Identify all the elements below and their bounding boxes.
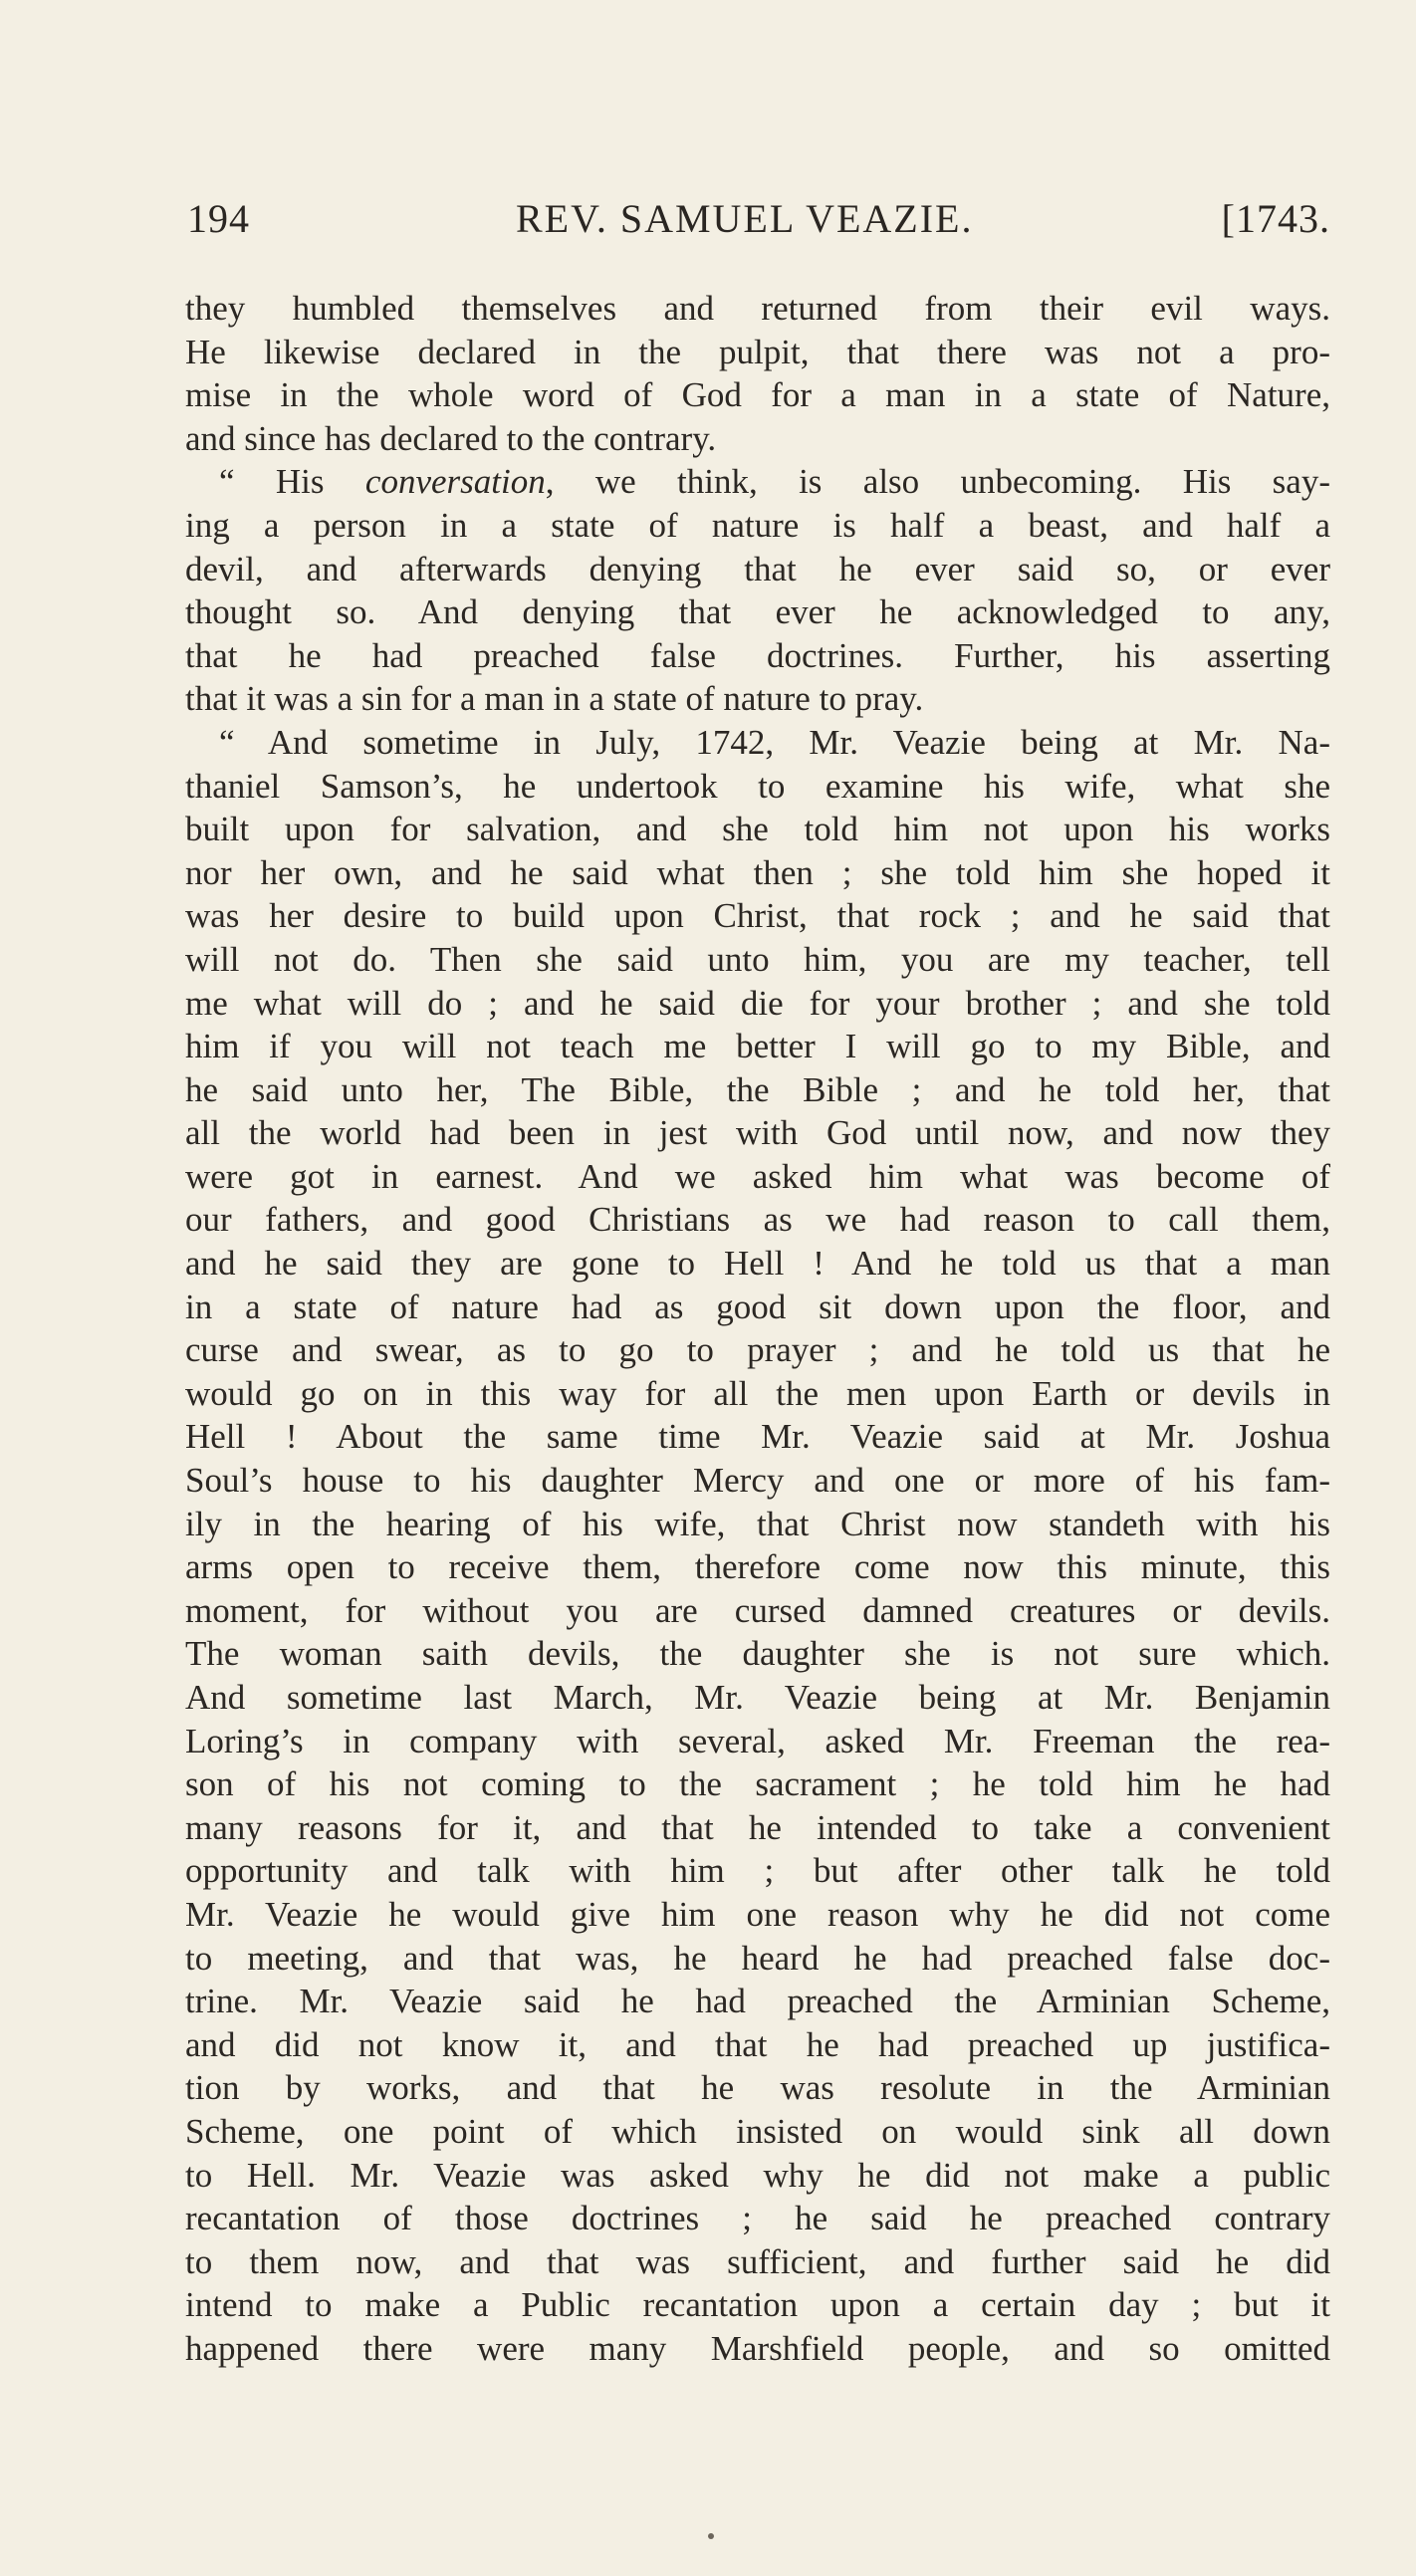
text-line: and he said they are gone to Hell ! And he told us that a man [185, 1244, 1330, 1284]
text-line: to Hell. Mr. Veazie was asked why he did not make a public [185, 2155, 1330, 2195]
text-line: were got in earnest. And we asked him what was become of [185, 1156, 1330, 1196]
text-line: Scheme, one point of which insisted on would sink all down [185, 2111, 1330, 2151]
body-text [185, 287, 1330, 2371]
text-line: would go on in this way for all the men upon Earth or devils in [185, 1373, 1330, 1413]
running-header [187, 195, 1330, 251]
running-title: REV. SAMUEL VEAZIE. [516, 196, 974, 241]
text-line: nor her own, and he said what then ; she told him she hoped it [185, 852, 1330, 892]
text-line: opportunity and talk with him ; but after other talk he told [185, 1851, 1330, 1891]
text-line: to them now, and that was sufficient, and further said he did [185, 2241, 1330, 2281]
text-line: Loring’s in company with several, asked Mr. Freeman the rea- [185, 1721, 1330, 1760]
text-line: all the world had been in jest with God until now, and now they [185, 1113, 1330, 1153]
text-line: “ His conversation, we think, is also unbecoming. His say- [219, 462, 1330, 502]
text-line: thought so. And denying that ever he acknowledged to any, [185, 592, 1330, 632]
text-line: they humbled themselves and returned from their evil ways. [185, 289, 1330, 328]
ink-speck [708, 2533, 714, 2539]
text-line: He likewise declared in the pulpit, that there was not a pro- [185, 332, 1330, 371]
text-line: many reasons for it, and that he intended to take a convenient [185, 1807, 1330, 1847]
text-line: Mr. Veazie he would give him one reason why he did not come [185, 1894, 1330, 1934]
text-line: recantation of those doctrines ; he said he preached contrary [185, 2199, 1330, 2238]
text-line: curse and swear, as to go to prayer ; and he told us that he [185, 1330, 1330, 1370]
text-line: happened there were many Marshfield people, and so omitted [185, 2328, 1330, 2368]
text-line: The woman saith devils, the daughter she is not sure which. [185, 1634, 1330, 1674]
text-line: devil, and afterwards denying that he ever said so, or ever [185, 549, 1330, 588]
text-line: was her desire to build upon Christ, that rock ; and he said that [185, 896, 1330, 936]
text-line: he said unto her, The Bible, the Bible ; and he told her, that [185, 1069, 1330, 1109]
header-year: [1743. [1221, 196, 1330, 241]
text-line: him if you will not teach me better I will go to my Bible, and [185, 1027, 1330, 1066]
text-line: and since has declared to the contrary. [185, 418, 717, 458]
text-line: will not do. Then she said unto him, you are my teacher, tell [185, 939, 1330, 979]
text-line: son of his not coming to the sacrament ; he told him he had [185, 1764, 1330, 1804]
text-line: ing a person in a state of nature is half a beast, and half a [185, 505, 1330, 545]
text-line: ily in the hearing of his wife, that Christ now standeth with his [185, 1504, 1330, 1543]
text-line: tion by works, and that he was resolute in the Arminian [185, 2068, 1330, 2108]
text-line: Hell ! About the same time Mr. Veazie said at Mr. Joshua [185, 1417, 1330, 1457]
text-line: “ And sometime in July, 1742, Mr. Veazie being at Mr. Na- [219, 722, 1330, 762]
page-number: 194 [187, 196, 250, 241]
text-line: in a state of nature had as good sit down upon the floor, and [185, 1287, 1330, 1326]
text-line: Soul’s house to his daughter Mercy and one or more of his fam- [185, 1461, 1330, 1501]
text-line: and did not know it, and that he had preached up justifica- [185, 2024, 1330, 2064]
text-line: trine. Mr. Veazie said he had preached the Arminian Scheme, [185, 1982, 1330, 2021]
text-line: to meeting, and that was, he heard he had preached false doc- [185, 1938, 1330, 1978]
text-line: our fathers, and good Christians as we had reason to call them, [185, 1200, 1330, 1240]
text-line: that he had preached false doctrines. Further, his asserting [185, 635, 1330, 675]
text-line: intend to make a Public recantation upon a certain day ; but it [185, 2285, 1330, 2325]
text-line: And sometime last March, Mr. Veazie being at Mr. Benjamin [185, 1678, 1330, 1717]
text-line: that it was a sin for a man in a state of nature to pray. [185, 679, 924, 719]
text-line: arms open to receive them, therefore come now this minute, this [185, 1547, 1330, 1587]
text-line: moment, for without you are cursed damned creatures or devils. [185, 1590, 1330, 1630]
text-line: built upon for salvation, and she told him not upon his works [185, 810, 1330, 849]
text-line: thaniel Samson’s, he undertook to examine his wife, what she [185, 766, 1330, 806]
text-line: me what will do ; and he said die for your brother ; and she told [185, 983, 1330, 1023]
text-line: mise in the whole word of God for a man in a state of Nature, [185, 375, 1330, 415]
